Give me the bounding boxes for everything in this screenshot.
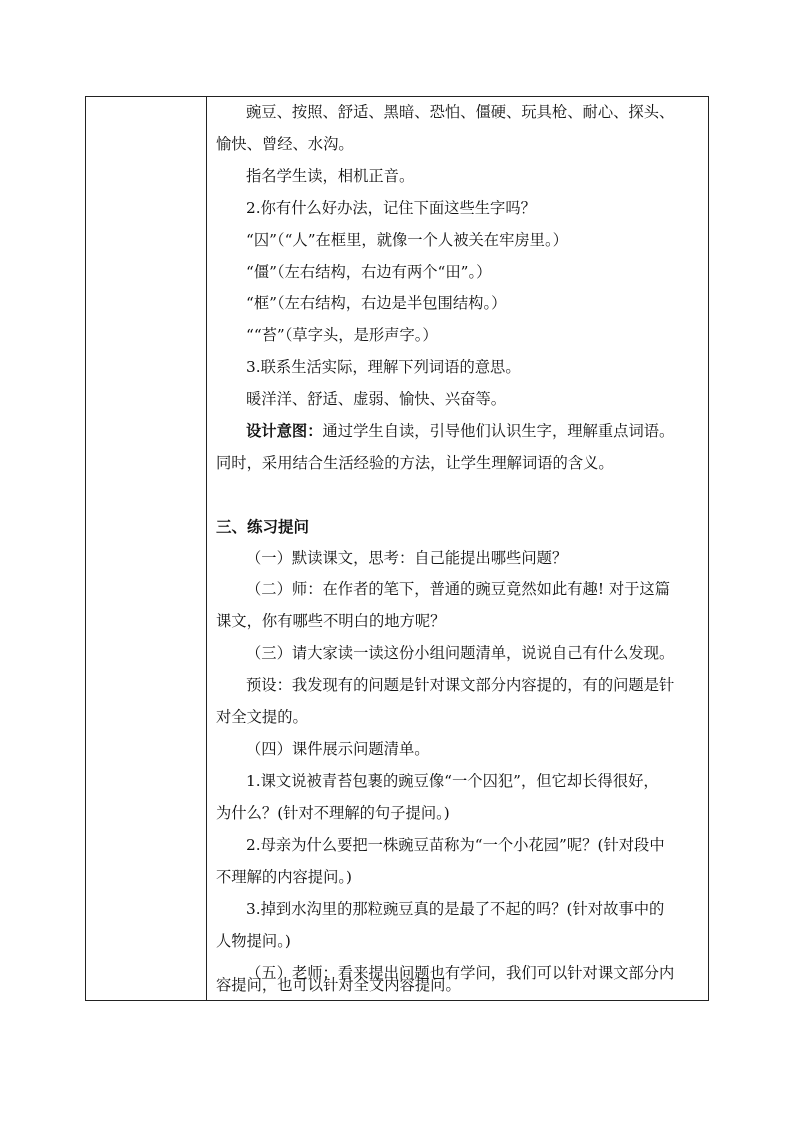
item-3: （三）请大家读一读这份小组问题清单，说说自己有什么发现。 xyxy=(246,644,675,662)
design-intent-label: 设计意图： xyxy=(246,422,323,440)
q3-line-1: 3.掉到水沟里的那粒豌豆真的是最了不起的吗？(针对故事中的 xyxy=(246,900,665,918)
design-intent-continued: 同时，采用结合生活经验的方法，让学生理解词语的含义。 xyxy=(216,454,614,472)
reading-instruction: 指名学生读，相机正音。 xyxy=(246,167,415,185)
q2-line-2: 不理解的内容提问。) xyxy=(216,868,352,886)
item-2-line-1: （二）师：在作者的笔下，普通的豌豆竟然如此有趣! 对于这篇 xyxy=(246,580,671,598)
content-cell xyxy=(207,97,708,1000)
design-intent-text: 通过学生自读，引导他们认识生字，理解重点词语。 xyxy=(322,422,675,440)
char-jiang: “僵”（左右结构，右边有两个“田”。） xyxy=(246,263,492,281)
left-column-cell xyxy=(86,97,207,1000)
char-qiu: “囚”（“人”在框里，就像一个人被关在牢房里。） xyxy=(246,231,568,249)
item-5-line-2: 容提问，也可以针对全文内容提问。 xyxy=(216,976,461,994)
question-2: 2.你有什么好办法，记住下面这些生字吗？ xyxy=(246,199,536,217)
word-list: 暖洋洋、舒适、虚弱、愉快、兴奋等。 xyxy=(246,390,507,408)
lesson-table xyxy=(85,96,709,1001)
item-4: （四）课件展示问题清单。 xyxy=(246,740,430,758)
item-2-line-2: 课文，你有哪些不明白的地方呢？ xyxy=(216,612,446,630)
item-1: （一）默读课文，思考：自己能提出哪些问题？ xyxy=(246,549,568,567)
q1-line-2: 为什么？(针对不理解的句子提问。) xyxy=(216,804,450,822)
question-3: 3.联系生活实际，理解下列词语的意思。 xyxy=(246,358,521,376)
vocab-line-1: 豌豆、按照、舒适、黑暗、恐怕、僵硬、玩具枪、耐心、探头、 xyxy=(246,103,675,121)
q1-line-1: 1.课文说被青苔包裹的豌豆像“一个囚犯”，但它却长得很好， xyxy=(246,772,659,790)
item-5-line-1: （五）老师：看来提出问题也有学问，我们可以针对课文部分内 xyxy=(246,964,675,982)
preset-line-2: 对全文提的。 xyxy=(216,708,308,726)
char-kuang: “框”（左右结构，右边是半包围结构。） xyxy=(246,294,507,312)
preset-line-1: 预设：我发现有的问题是针对课文部分内容提的，有的问题是针 xyxy=(246,676,675,694)
design-intent-line xyxy=(216,421,702,441)
char-tai: ““苔”（草字头，是形声字。） xyxy=(246,326,438,344)
section-heading-3: 三、练习提问 xyxy=(216,518,310,536)
vocab-line-2: 愉快、曾经、水沟。 xyxy=(216,135,354,153)
q2-line-1: 2.母亲为什么要把一株豌豆苗称为“一个小花园”呢？(针对段中 xyxy=(246,836,665,854)
q3-line-2: 人物提问。) xyxy=(216,932,291,950)
